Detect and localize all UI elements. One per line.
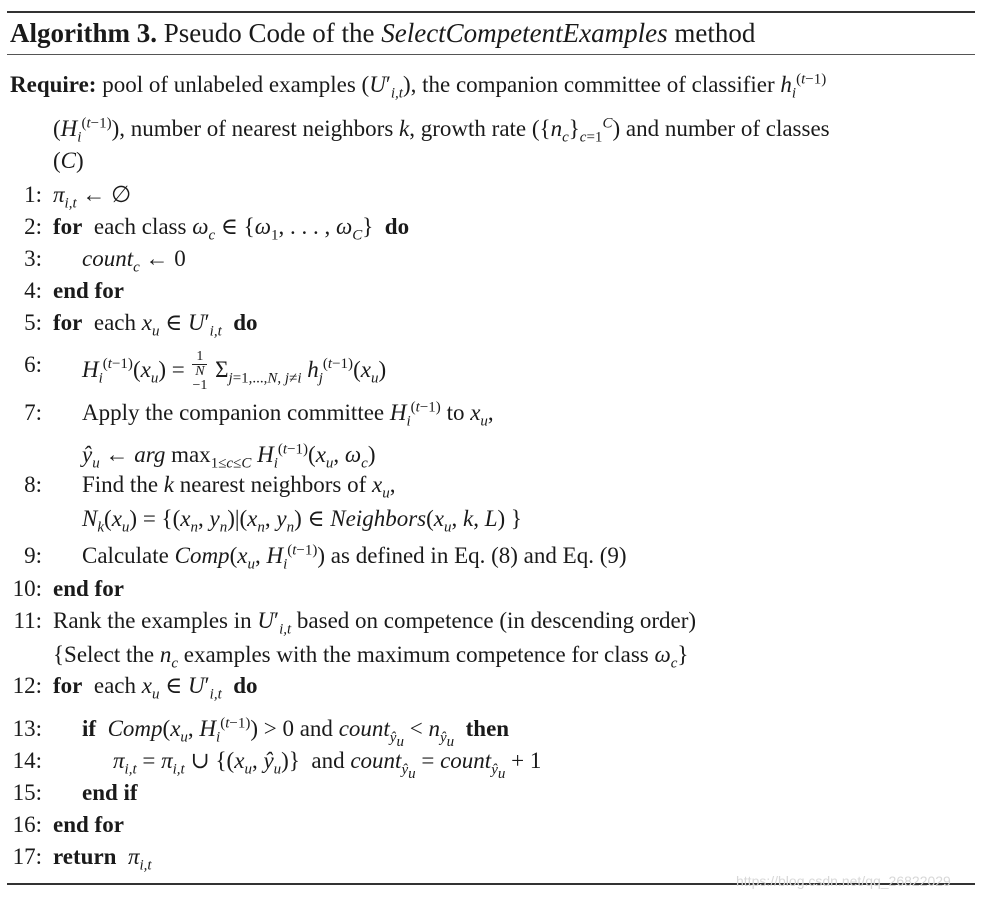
line-number: 12: bbox=[12, 673, 42, 698]
line-number: 5: bbox=[24, 310, 42, 335]
watermark: https://blog.csdn.net/qq_26822029 bbox=[736, 873, 951, 889]
keyword-for: for bbox=[53, 310, 83, 335]
line-number: 13: bbox=[12, 716, 42, 741]
keyword-if: if bbox=[82, 716, 97, 741]
line-number: 15: bbox=[12, 780, 42, 805]
line-number: 8: bbox=[24, 472, 42, 497]
keyword-then: then bbox=[465, 716, 510, 741]
keyword-do: do bbox=[233, 310, 258, 335]
line-number: 17: bbox=[12, 844, 42, 869]
top-rule bbox=[7, 11, 975, 13]
algorithm-title bbox=[10, 15, 755, 51]
require-keyword: Require: bbox=[10, 72, 97, 97]
keyword-end-for: end for bbox=[53, 576, 124, 601]
keyword-for: for bbox=[53, 214, 83, 239]
keyword-end-for: end for bbox=[53, 812, 124, 837]
method-name: SelectCompetentExamples bbox=[381, 18, 668, 48]
keyword-return: return bbox=[53, 844, 117, 869]
line-number: 1: bbox=[24, 182, 42, 207]
line-number: 16: bbox=[12, 812, 42, 837]
title-pre: Pseudo Code of the bbox=[163, 18, 375, 48]
algorithm-label: Algorithm 3. bbox=[10, 18, 157, 48]
line-number: 14: bbox=[12, 748, 42, 773]
line-number: 4: bbox=[24, 278, 42, 303]
line-number: 11: bbox=[13, 608, 42, 633]
title-rule bbox=[7, 54, 975, 55]
keyword-do: do bbox=[233, 673, 258, 698]
line-number: 9: bbox=[24, 543, 42, 568]
line-number: 6: bbox=[24, 352, 42, 377]
keyword-end-for: end for bbox=[53, 278, 124, 303]
keyword-do: do bbox=[384, 214, 410, 239]
line-number: 2: bbox=[24, 214, 42, 239]
title-post: method bbox=[674, 18, 756, 48]
line-number: 7: bbox=[24, 400, 42, 425]
keyword-for: for bbox=[53, 673, 83, 698]
line-number: 10: bbox=[12, 576, 42, 601]
line-number: 3: bbox=[24, 246, 42, 271]
keyword-end-if: end if bbox=[82, 780, 138, 805]
